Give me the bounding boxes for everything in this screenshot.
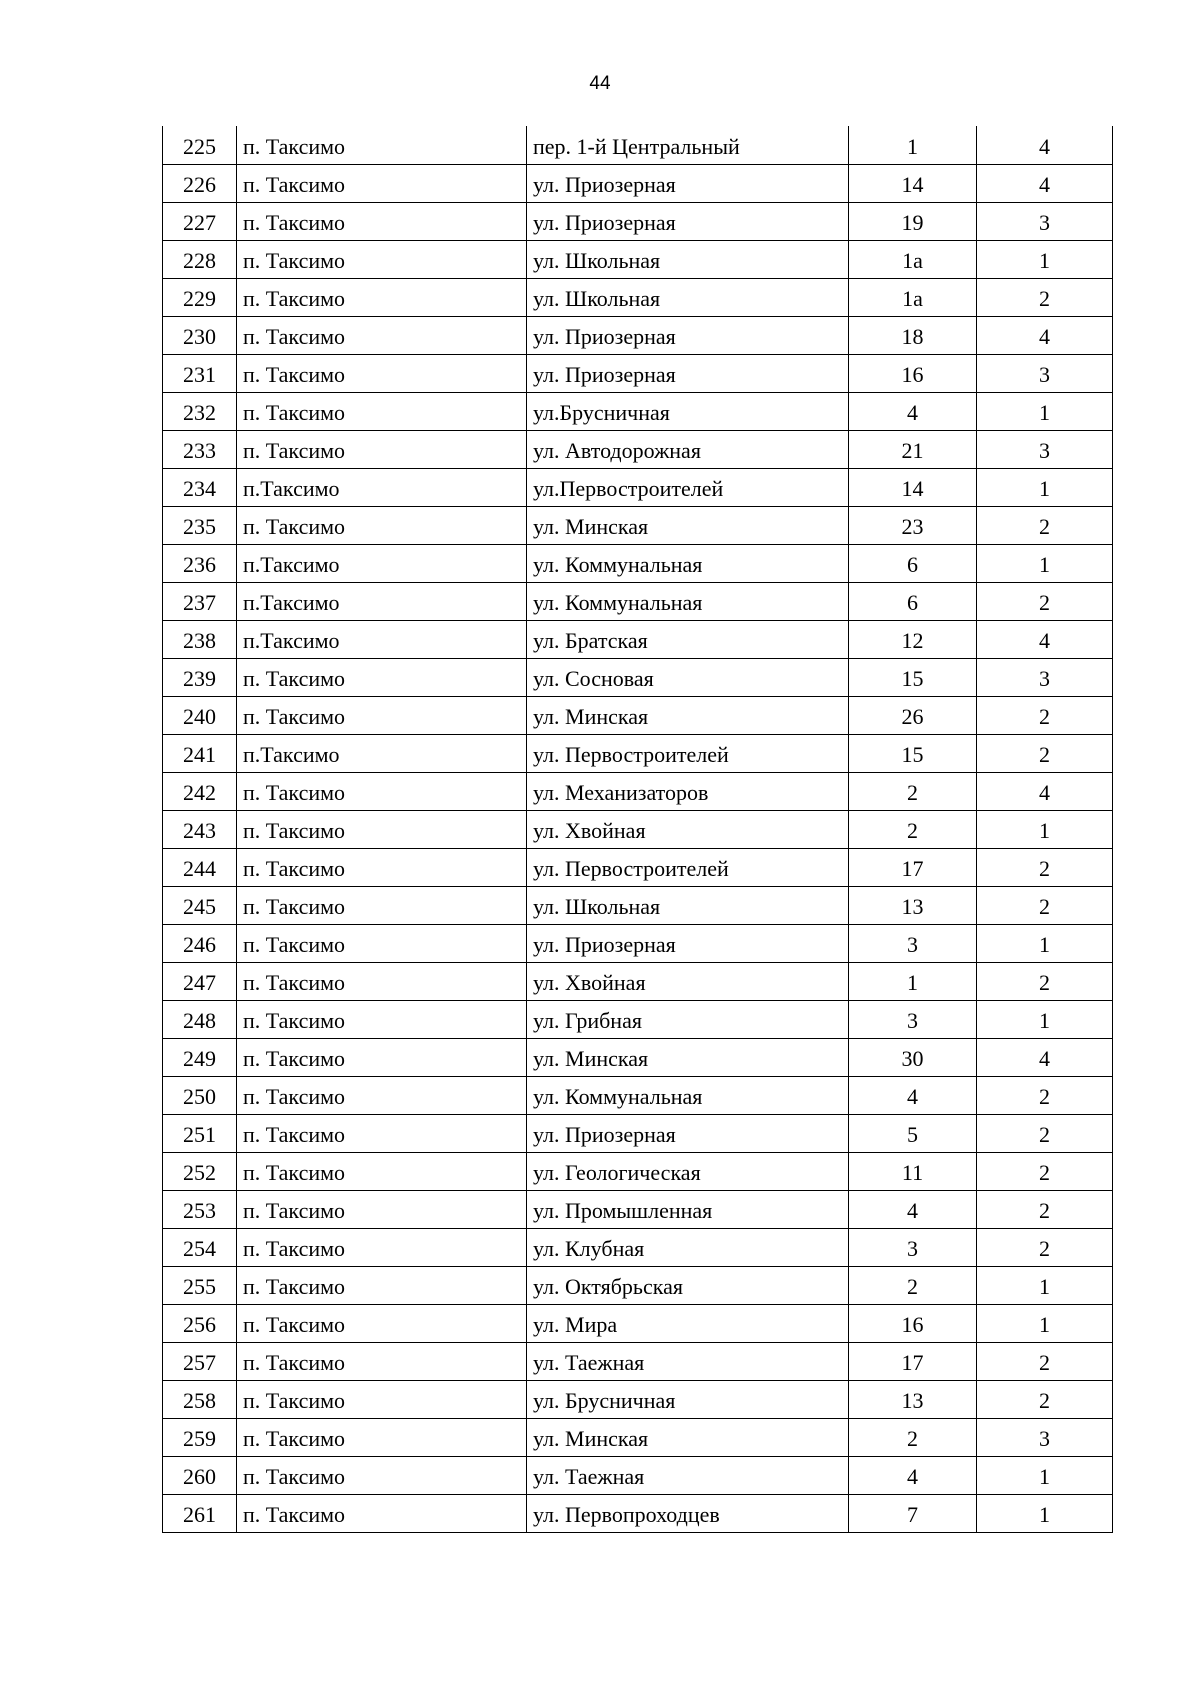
table-row <box>163 696 1113 734</box>
locality-cell: п. Таксимо <box>237 392 527 430</box>
table-row <box>163 1038 1113 1076</box>
row-number-cell: 251 <box>163 1114 237 1152</box>
quantity-cell: 2 <box>977 886 1113 924</box>
table-row <box>163 810 1113 848</box>
locality-cell: п. Таксимо <box>237 240 527 278</box>
locality-cell: п. Таксимо <box>237 658 527 696</box>
house-number-cell: 19 <box>849 202 977 240</box>
row-number-cell: 243 <box>163 810 237 848</box>
row-number-cell: 259 <box>163 1418 237 1456</box>
quantity-cell: 3 <box>977 1418 1113 1456</box>
street-cell: ул. Школьная <box>527 886 849 924</box>
locality-cell: п. Таксимо <box>237 1114 527 1152</box>
house-number-cell: 2 <box>849 772 977 810</box>
quantity-cell: 2 <box>977 1380 1113 1418</box>
street-cell: ул. Грибная <box>527 1000 849 1038</box>
house-number-cell: 23 <box>849 506 977 544</box>
row-number-cell: 237 <box>163 582 237 620</box>
locality-cell: п. Таксимо <box>237 772 527 810</box>
table-row <box>163 772 1113 810</box>
locality-cell: п. Таксимо <box>237 354 527 392</box>
row-number-cell: 242 <box>163 772 237 810</box>
table-row <box>163 848 1113 886</box>
row-number-cell: 233 <box>163 430 237 468</box>
street-cell: ул. Минская <box>527 696 849 734</box>
house-number-cell: 14 <box>849 468 977 506</box>
street-cell: ул. Хвойная <box>527 962 849 1000</box>
house-number-cell: 1а <box>849 240 977 278</box>
house-number-cell: 15 <box>849 734 977 772</box>
house-number-cell: 21 <box>849 430 977 468</box>
street-cell: ул.Брусничная <box>527 392 849 430</box>
row-number-cell: 236 <box>163 544 237 582</box>
row-number-cell: 238 <box>163 620 237 658</box>
table-row <box>163 582 1113 620</box>
row-number-cell: 246 <box>163 924 237 962</box>
table-row <box>163 1228 1113 1266</box>
quantity-cell: 2 <box>977 696 1113 734</box>
table-row <box>163 1494 1113 1532</box>
row-number-cell: 249 <box>163 1038 237 1076</box>
house-number-cell: 2 <box>849 1266 977 1304</box>
street-cell: ул. Первостроителей <box>527 734 849 772</box>
street-cell: ул. Приозерная <box>527 354 849 392</box>
house-number-cell: 16 <box>849 1304 977 1342</box>
street-cell: ул. Минская <box>527 1418 849 1456</box>
locality-cell: п. Таксимо <box>237 1152 527 1190</box>
quantity-cell: 4 <box>977 164 1113 202</box>
quantity-cell: 3 <box>977 354 1113 392</box>
row-number-cell: 228 <box>163 240 237 278</box>
table-row <box>163 1152 1113 1190</box>
row-number-cell: 232 <box>163 392 237 430</box>
quantity-cell: 2 <box>977 1190 1113 1228</box>
quantity-cell: 1 <box>977 1494 1113 1532</box>
row-number-cell: 244 <box>163 848 237 886</box>
address-table <box>162 126 1113 1533</box>
street-cell: ул. Приозерная <box>527 1114 849 1152</box>
table-row <box>163 924 1113 962</box>
table-row <box>163 506 1113 544</box>
house-number-cell: 26 <box>849 696 977 734</box>
street-cell: ул. Минская <box>527 1038 849 1076</box>
locality-cell: п. Таксимо <box>237 1494 527 1532</box>
row-number-cell: 229 <box>163 278 237 316</box>
table-row <box>163 164 1113 202</box>
locality-cell: п. Таксимо <box>237 1304 527 1342</box>
street-cell: ул. Хвойная <box>527 810 849 848</box>
street-cell: ул. Коммунальная <box>527 1076 849 1114</box>
row-number-cell: 260 <box>163 1456 237 1494</box>
table-row <box>163 734 1113 772</box>
street-cell: ул. Приозерная <box>527 316 849 354</box>
locality-cell: п. Таксимо <box>237 696 527 734</box>
locality-cell: п. Таксимо <box>237 1380 527 1418</box>
house-number-cell: 4 <box>849 1190 977 1228</box>
house-number-cell: 4 <box>849 392 977 430</box>
locality-cell: п.Таксимо <box>237 468 527 506</box>
street-cell: ул. Школьная <box>527 240 849 278</box>
row-number-cell: 252 <box>163 1152 237 1190</box>
row-number-cell: 239 <box>163 658 237 696</box>
table-row <box>163 1000 1113 1038</box>
table-row <box>163 1190 1113 1228</box>
locality-cell: п. Таксимо <box>237 202 527 240</box>
table-row <box>163 202 1113 240</box>
house-number-cell: 7 <box>849 1494 977 1532</box>
row-number-cell: 256 <box>163 1304 237 1342</box>
street-cell: ул. Приозерная <box>527 202 849 240</box>
row-number-cell: 257 <box>163 1342 237 1380</box>
table-row <box>163 1304 1113 1342</box>
street-cell: ул. Минская <box>527 506 849 544</box>
house-number-cell: 6 <box>849 544 977 582</box>
quantity-cell: 1 <box>977 1304 1113 1342</box>
locality-cell: п. Таксимо <box>237 1266 527 1304</box>
street-cell: ул. Геологическая <box>527 1152 849 1190</box>
locality-cell: п. Таксимо <box>237 962 527 1000</box>
quantity-cell: 2 <box>977 582 1113 620</box>
quantity-cell: 4 <box>977 620 1113 658</box>
row-number-cell: 254 <box>163 1228 237 1266</box>
house-number-cell: 13 <box>849 886 977 924</box>
row-number-cell: 248 <box>163 1000 237 1038</box>
street-cell: ул. Коммунальная <box>527 544 849 582</box>
table-row <box>163 1342 1113 1380</box>
quantity-cell: 1 <box>977 240 1113 278</box>
quantity-cell: 2 <box>977 1152 1113 1190</box>
quantity-cell: 3 <box>977 658 1113 696</box>
locality-cell: п. Таксимо <box>237 430 527 468</box>
house-number-cell: 14 <box>849 164 977 202</box>
quantity-cell: 2 <box>977 734 1113 772</box>
table-row <box>163 962 1113 1000</box>
row-number-cell: 250 <box>163 1076 237 1114</box>
table-row <box>163 468 1113 506</box>
quantity-cell: 2 <box>977 962 1113 1000</box>
row-number-cell: 247 <box>163 962 237 1000</box>
locality-cell: п. Таксимо <box>237 316 527 354</box>
quantity-cell: 1 <box>977 544 1113 582</box>
street-cell: ул. Первостроителей <box>527 848 849 886</box>
quantity-cell: 1 <box>977 1456 1113 1494</box>
house-number-cell: 6 <box>849 582 977 620</box>
street-cell: ул. Приозерная <box>527 924 849 962</box>
address-table-body <box>163 126 1113 1532</box>
house-number-cell: 13 <box>849 1380 977 1418</box>
locality-cell: п. Таксимо <box>237 886 527 924</box>
row-number-cell: 253 <box>163 1190 237 1228</box>
quantity-cell: 2 <box>977 1114 1113 1152</box>
table-row <box>163 278 1113 316</box>
row-number-cell: 227 <box>163 202 237 240</box>
street-cell: ул. Механизаторов <box>527 772 849 810</box>
quantity-cell: 1 <box>977 1266 1113 1304</box>
house-number-cell: 3 <box>849 1000 977 1038</box>
quantity-cell: 2 <box>977 506 1113 544</box>
locality-cell: п. Таксимо <box>237 924 527 962</box>
house-number-cell: 2 <box>849 810 977 848</box>
quantity-cell: 3 <box>977 430 1113 468</box>
street-cell: ул. Школьная <box>527 278 849 316</box>
row-number-cell: 225 <box>163 126 237 164</box>
house-number-cell: 4 <box>849 1456 977 1494</box>
locality-cell: п. Таксимо <box>237 1076 527 1114</box>
locality-cell: п. Таксимо <box>237 1456 527 1494</box>
locality-cell: п.Таксимо <box>237 544 527 582</box>
street-cell: ул. Коммунальная <box>527 582 849 620</box>
table-row <box>163 1418 1113 1456</box>
locality-cell: п. Таксимо <box>237 1038 527 1076</box>
row-number-cell: 226 <box>163 164 237 202</box>
street-cell: ул. Брусничная <box>527 1380 849 1418</box>
quantity-cell: 2 <box>977 1076 1113 1114</box>
street-cell: ул. Октябрьская <box>527 1266 849 1304</box>
house-number-cell: 4 <box>849 1076 977 1114</box>
house-number-cell: 17 <box>849 848 977 886</box>
quantity-cell: 4 <box>977 1038 1113 1076</box>
quantity-cell: 1 <box>977 392 1113 430</box>
house-number-cell: 3 <box>849 1228 977 1266</box>
quantity-cell: 4 <box>977 316 1113 354</box>
quantity-cell: 1 <box>977 1000 1113 1038</box>
house-number-cell: 18 <box>849 316 977 354</box>
street-cell: ул. Клубная <box>527 1228 849 1266</box>
house-number-cell: 2 <box>849 1418 977 1456</box>
row-number-cell: 255 <box>163 1266 237 1304</box>
row-number-cell: 241 <box>163 734 237 772</box>
house-number-cell: 1а <box>849 278 977 316</box>
locality-cell: п. Таксимо <box>237 1000 527 1038</box>
locality-cell: п.Таксимо <box>237 734 527 772</box>
table-row <box>163 126 1113 164</box>
street-cell: ул. Первопроходцев <box>527 1494 849 1532</box>
locality-cell: п. Таксимо <box>237 1228 527 1266</box>
street-cell: ул. Автодорожная <box>527 430 849 468</box>
table-row <box>163 1456 1113 1494</box>
house-number-cell: 16 <box>849 354 977 392</box>
locality-cell: п. Таксимо <box>237 164 527 202</box>
locality-cell: п. Таксимо <box>237 278 527 316</box>
street-cell: ул. Приозерная <box>527 164 849 202</box>
row-number-cell: 234 <box>163 468 237 506</box>
quantity-cell: 2 <box>977 1228 1113 1266</box>
table-row <box>163 1076 1113 1114</box>
street-cell: ул. Таежная <box>527 1456 849 1494</box>
row-number-cell: 235 <box>163 506 237 544</box>
street-cell: ул. Таежная <box>527 1342 849 1380</box>
house-number-cell: 30 <box>849 1038 977 1076</box>
table-row <box>163 886 1113 924</box>
house-number-cell: 1 <box>849 962 977 1000</box>
row-number-cell: 258 <box>163 1380 237 1418</box>
locality-cell: п. Таксимо <box>237 1190 527 1228</box>
row-number-cell: 245 <box>163 886 237 924</box>
quantity-cell: 1 <box>977 810 1113 848</box>
street-cell: ул. Мира <box>527 1304 849 1342</box>
house-number-cell: 17 <box>849 1342 977 1380</box>
quantity-cell: 2 <box>977 848 1113 886</box>
street-cell: ул. Сосновая <box>527 658 849 696</box>
row-number-cell: 231 <box>163 354 237 392</box>
locality-cell: п. Таксимо <box>237 126 527 164</box>
quantity-cell: 1 <box>977 468 1113 506</box>
street-cell: ул. Промышленная <box>527 1190 849 1228</box>
house-number-cell: 3 <box>849 924 977 962</box>
table-row <box>163 316 1113 354</box>
street-cell: ул.Первостроителей <box>527 468 849 506</box>
table-row <box>163 430 1113 468</box>
table-row <box>163 1266 1113 1304</box>
locality-cell: п. Таксимо <box>237 848 527 886</box>
table-row <box>163 620 1113 658</box>
locality-cell: п.Таксимо <box>237 582 527 620</box>
table-row <box>163 658 1113 696</box>
row-number-cell: 230 <box>163 316 237 354</box>
house-number-cell: 15 <box>849 658 977 696</box>
house-number-cell: 1 <box>849 126 977 164</box>
table-row <box>163 354 1113 392</box>
quantity-cell: 1 <box>977 924 1113 962</box>
locality-cell: п. Таксимо <box>237 1342 527 1380</box>
table-row <box>163 240 1113 278</box>
house-number-cell: 11 <box>849 1152 977 1190</box>
locality-cell: п.Таксимо <box>237 620 527 658</box>
quantity-cell: 4 <box>977 126 1113 164</box>
table-row <box>163 1114 1113 1152</box>
street-cell: пер. 1-й Центральный <box>527 126 849 164</box>
quantity-cell: 2 <box>977 1342 1113 1380</box>
locality-cell: п. Таксимо <box>237 506 527 544</box>
house-number-cell: 12 <box>849 620 977 658</box>
row-number-cell: 261 <box>163 1494 237 1532</box>
page-number: 44 <box>589 73 611 94</box>
row-number-cell: 240 <box>163 696 237 734</box>
table-row <box>163 392 1113 430</box>
locality-cell: п. Таксимо <box>237 810 527 848</box>
house-number-cell: 5 <box>849 1114 977 1152</box>
locality-cell: п. Таксимо <box>237 1418 527 1456</box>
table-row <box>163 1380 1113 1418</box>
quantity-cell: 2 <box>977 278 1113 316</box>
street-cell: ул. Братская <box>527 620 849 658</box>
quantity-cell: 4 <box>977 772 1113 810</box>
table-row <box>163 544 1113 582</box>
quantity-cell: 3 <box>977 202 1113 240</box>
